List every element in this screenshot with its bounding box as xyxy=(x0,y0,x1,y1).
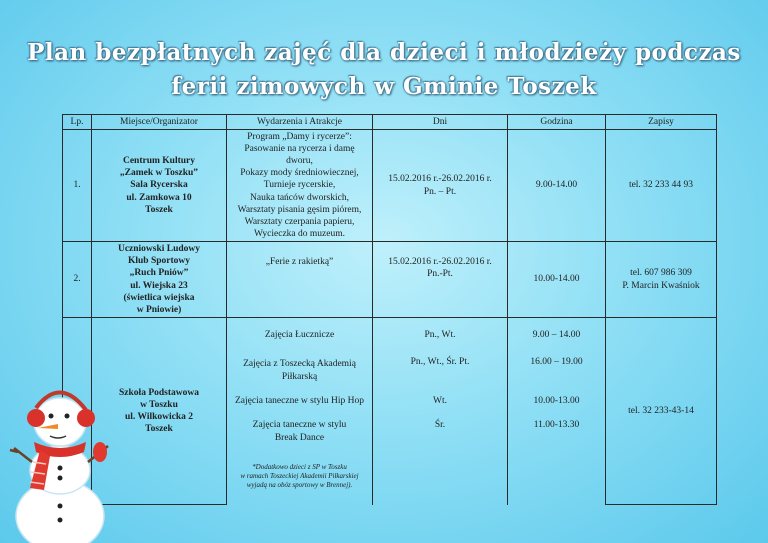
snowman-image xyxy=(0,378,130,543)
events-cell xyxy=(227,318,373,353)
table-row xyxy=(63,130,717,242)
organizer-line: w Pniowie) xyxy=(136,304,182,315)
organizer-line: Centrum Kultury xyxy=(122,155,196,166)
organizer-cell xyxy=(92,242,227,318)
event-line: Zajęcia z Toszecką Akademią xyxy=(243,359,356,370)
event-line: Zajęcia taneczne w stylu Hip Hop xyxy=(235,396,364,407)
title-line-1: Plan bezpłatnych zajęć dla dzieci i młodzieży podczas xyxy=(27,39,741,66)
table-row xyxy=(63,318,717,353)
event-line: Nauka tańców dworskich, xyxy=(250,192,349,203)
title-line-2: ferii zimowych w Gminie Toszek xyxy=(171,73,597,100)
header-organizer: Miejsce/Organizator xyxy=(92,115,227,130)
days-line: 15.02.2016 r.-26.02.2016 r. xyxy=(388,257,492,267)
row-number: 2. xyxy=(63,242,92,318)
event-line: Program „Damy i rycerze”: xyxy=(247,131,352,142)
days-cell: Wt. xyxy=(373,389,508,415)
header-hours: Godzina xyxy=(508,115,606,130)
signup-line: P. Marcin Kwaśniok xyxy=(622,280,700,291)
days-cell: Śr. xyxy=(373,415,508,449)
hours-cell: 10.00-13.00 xyxy=(508,389,606,415)
hours-cell: 16.00 – 19.00 xyxy=(508,353,606,389)
organizer-line: Klub Sportowy xyxy=(127,256,191,267)
event-line: Warsztaty czerpania papieru, xyxy=(244,217,355,227)
signup-cell xyxy=(606,130,717,242)
organizer-line: w Toszku xyxy=(140,399,178,410)
hours-cell: 9.00-14.00 xyxy=(508,130,606,242)
days-cell xyxy=(373,130,508,242)
organizer-line: Toszek xyxy=(145,204,173,215)
event-line: Zajęcia taneczne w stylu xyxy=(252,420,347,431)
organizer-line: Szkoła Podstawowa xyxy=(119,387,199,398)
signup-line: tel. 607 986 309 xyxy=(630,268,692,279)
event-line: Pokazy mody średniowiecznej, xyxy=(240,168,359,179)
days-cell: Pn., Wt., Śr. Pt. xyxy=(373,353,508,389)
schedule-table xyxy=(62,114,717,505)
event-line: Piłkarską xyxy=(281,371,318,382)
organizer-line: Sala Rycerska xyxy=(130,180,188,191)
note-line: wyjadą na obóz sportowy w Brennej). xyxy=(246,481,353,489)
note-line: *Dodatkowo dzieci z SP w Toszku xyxy=(252,463,347,471)
note-line: w ramach Toszeckiej Akademii Piłkarskiej xyxy=(240,472,359,480)
event-line: „Ferie z rakietką” xyxy=(265,257,334,267)
organizer-line: ul. Zamkowa 10 xyxy=(126,192,192,203)
days-line: 15.02.2016 r.-26.02.2016 r. xyxy=(388,174,492,185)
days-cell xyxy=(373,449,508,505)
events-cell xyxy=(227,353,373,389)
days-cell xyxy=(373,242,508,318)
signup-cell: tel. 32 233-43-14 xyxy=(606,318,717,505)
row-number: 1. xyxy=(63,130,92,242)
event-line: Turnieje rycerskie, xyxy=(263,180,336,191)
days-line: Pn. – Pt. xyxy=(423,186,457,197)
events-cell xyxy=(227,389,373,415)
hours-cell: 11.00-13.30 xyxy=(508,415,606,449)
organizer-line: Uczniowski Ludowy xyxy=(117,243,201,254)
organizer-line: Toszek xyxy=(145,424,173,435)
days-line: Pn.-Pt. xyxy=(427,269,453,280)
events-cell xyxy=(227,242,373,318)
header-events: Wydarzenia i Atrakcje xyxy=(227,115,373,130)
header-days: Dni xyxy=(373,115,508,130)
signup-line: tel. 32 233 44 93 xyxy=(628,180,694,191)
organizer-line: ul. Wilkowicka 2 xyxy=(124,412,194,422)
organizer-line: „Ruch Pniów” xyxy=(129,268,189,279)
organizer-line: (świetlica wiejska xyxy=(123,292,195,303)
events-cell xyxy=(227,415,373,449)
organizer-line: ul. Wiejska 23 xyxy=(130,280,188,291)
events-cell xyxy=(227,130,373,242)
days-cell: Pn., Wt. xyxy=(373,318,508,353)
hours-cell: 10.00-14.00 xyxy=(508,242,606,318)
event-line: Wycieczka do muzeum. xyxy=(254,229,345,240)
event-line: Zajęcia Łucznicze xyxy=(264,330,335,341)
signup-cell xyxy=(606,242,717,318)
page-title xyxy=(0,36,768,104)
event-line: dworu, xyxy=(286,155,313,166)
organizer-cell xyxy=(92,130,227,242)
event-line: Warsztaty pisania gęsim piórem, xyxy=(237,204,362,215)
note-cell xyxy=(227,449,373,505)
hours-cell xyxy=(508,449,606,505)
table-row xyxy=(63,242,717,318)
event-line: Pasowanie na rycerza i damę xyxy=(244,143,355,154)
table-header-row xyxy=(63,115,717,130)
header-lp: Lp. xyxy=(63,115,92,130)
organizer-line: „Zamek w Toszku” xyxy=(119,168,199,179)
hours-cell: 9.00 – 14.00 xyxy=(508,318,606,353)
header-signup: Zapisy xyxy=(606,115,717,130)
event-line: Break Dance xyxy=(274,432,325,443)
